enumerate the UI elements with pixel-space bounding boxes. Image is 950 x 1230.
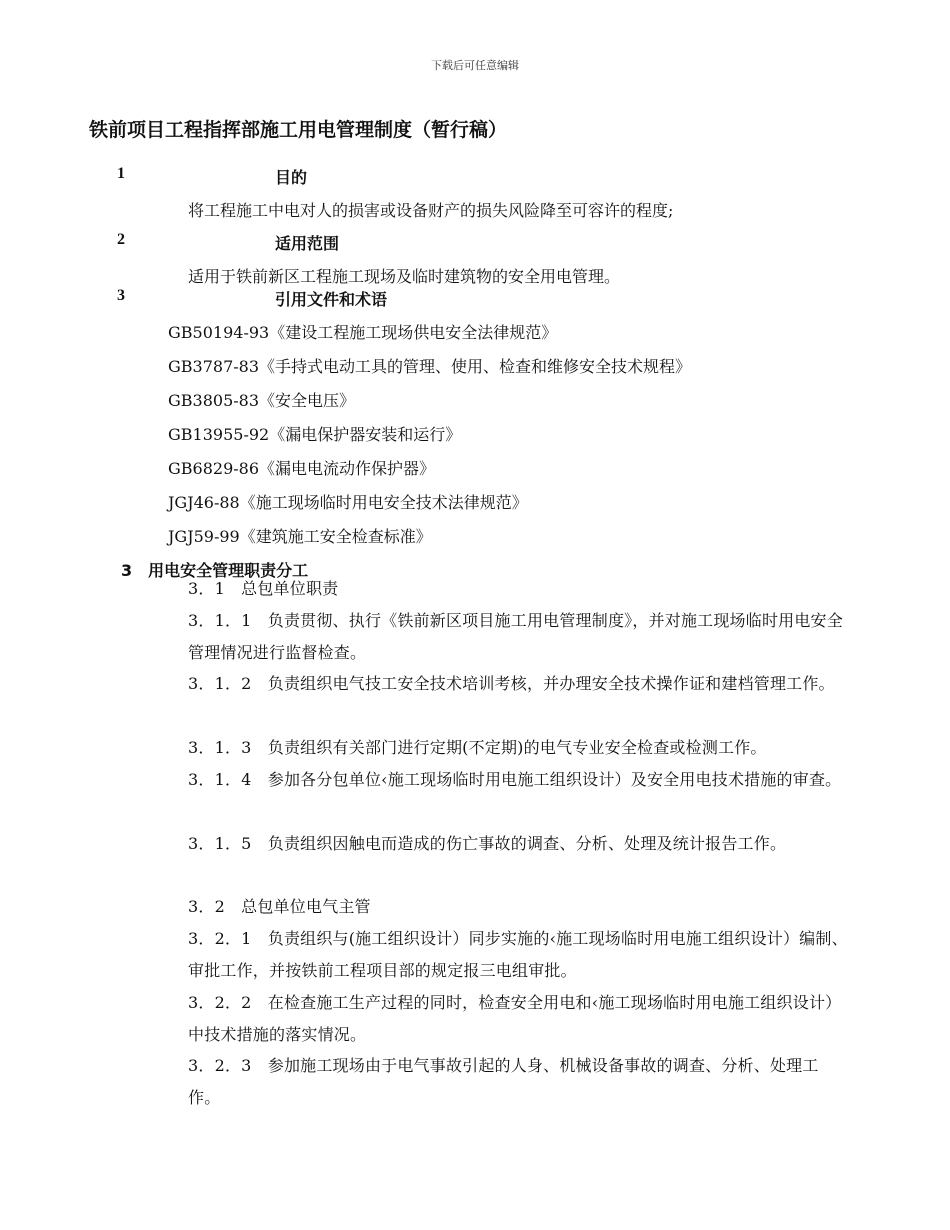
paragraph-3-2-1: 3．2．1 负责组织与(施工组织设计）同步实施的‹施工现场临时用电施工组织设计）编制、审批工作，并按铁前工程项目部的规定报三电组审批。 xyxy=(188,929,848,980)
reference-item: JGJ46-88《施工现场临时用电安全技术法律规范》 xyxy=(168,493,528,512)
document-title: 铁前项目工程指挥部施工用电管理制度（暂行稿） xyxy=(89,119,508,141)
paragraph-3-1: 3．1 总包单位职责 xyxy=(188,579,339,598)
section-1-title: 目的 xyxy=(275,168,308,187)
paragraph-3-1-4: 3．1．4 参加各分包单位‹施工现场临时用电施工组织设计）及安全用电技术措施的审查。 xyxy=(188,770,842,789)
section-2-number: 2 xyxy=(117,231,125,248)
reference-item: GB3805-83《安全电压》 xyxy=(168,391,356,410)
section-1-body: 将工程施工中电对人的损害或设备财产的损失风险降至可容许的程度; xyxy=(188,201,674,220)
section-2-body: 适用于铁前新区工程施工现场及临时建筑物的安全用电管理。 xyxy=(188,267,621,286)
paragraph-3-2: 3．2 总包单位电气主管 xyxy=(188,897,371,916)
paragraph-3-1-2: 3．1．2 负责组织电气技工安全技术培训考核，并办理安全技术操作证和建档管理工作。 xyxy=(188,674,835,693)
section-1-number: 1 xyxy=(117,165,125,182)
paragraph-3-1-1: 3．1．1 负责贯彻、执行《铁前新区项目施工用电管理制度》，并对施工现场临时用电安全管理情况进行监督检查。 xyxy=(188,611,843,662)
reference-item: GB50194-93《建设工程施工现场供电安全法律规范》 xyxy=(168,323,558,342)
paragraph-3-2-3: 3．2．3 参加施工现场由于电气事故引起的人身、机械设备事故的调查、分析、处理工作。 xyxy=(188,1056,819,1107)
reference-item: GB6829-86《漏电电流动作保护器》 xyxy=(168,459,436,478)
section-3-number: 3 xyxy=(117,287,125,304)
paragraph-3-1-3: 3．1．3 负责组织有关部门进行定期(不定期)的电气专业安全检查或检测工作。 xyxy=(188,738,767,757)
reference-item: GB3787-83《手持式电动工具的管理、使用、检查和维修安全技术规程》 xyxy=(168,357,692,376)
paragraph-3-2-2: 3．2．2 在检查施工生产过程的同时，检查安全用电和‹施工现场临时用电施工组织设计）中技术措施的落实情况。 xyxy=(188,993,842,1044)
watermark-text: 下载后可任意编辑 xyxy=(431,59,519,72)
reference-item: JGJ59-99《建筑施工安全检查标准》 xyxy=(168,527,432,546)
paragraph-3-1-5: 3．1．5 负责组织因触电而造成的伤亡事故的调查、分析、处理及统计报告工作。 xyxy=(188,834,787,853)
section-2-title: 适用范围 xyxy=(275,234,340,253)
reference-item: GB13955-92《漏电保护器安装和运行》 xyxy=(168,425,462,444)
section-responsibilities-heading: 3 用电安全管理职责分工 xyxy=(121,561,309,580)
section-3-title: 引用文件和术语 xyxy=(275,290,388,309)
